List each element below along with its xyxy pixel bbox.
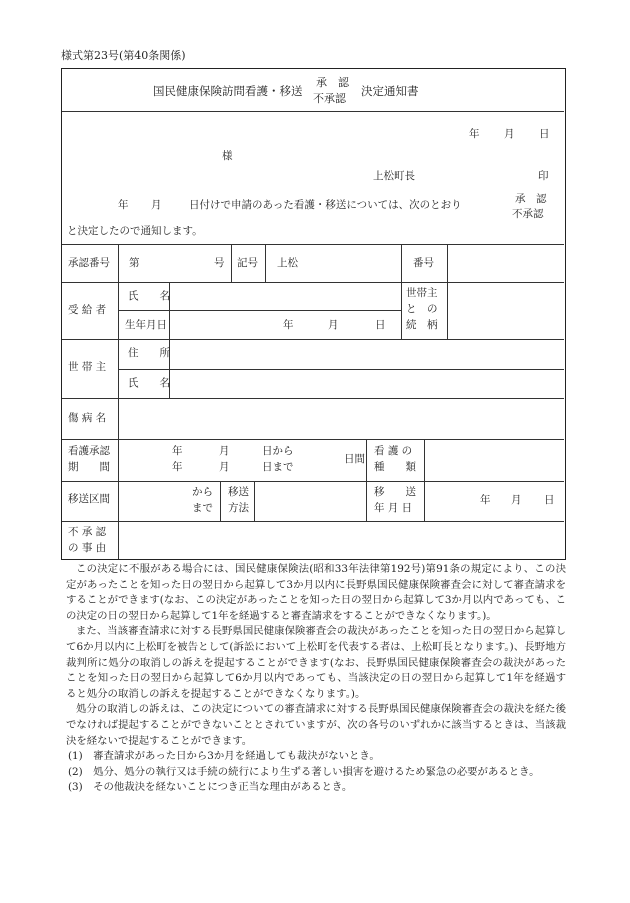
transport-method-label-line2: 方法 — [228, 502, 249, 514]
divider — [447, 244, 448, 282]
dob-year: 年 — [283, 319, 294, 331]
transport-section-label: 移送区間 — [68, 493, 110, 505]
header-approve-option: 承 認 — [515, 193, 547, 205]
title-approve-option: 承 認 — [316, 76, 349, 89]
divider — [62, 111, 564, 112]
recipient-dob-label: 生年月日 — [125, 319, 167, 331]
appeal-notice — [66, 562, 566, 796]
transport-date-day: 日 — [544, 494, 555, 506]
dob-day: 日 — [375, 319, 386, 331]
divider — [401, 282, 402, 339]
notification-text: と決定したので通知します。 — [67, 225, 203, 237]
householder-label: 世 帯 主 — [68, 361, 107, 373]
appeal-paragraph-3: 処分の取消しの訴えは、この決定についての審査請求に対する長野県国民健康保険審査会の裁決を経た後でなければ提起することができないこととされていますが、次の各号のいずれかに該当するときは、当該裁決を経ないで提起することができます。 — [66, 703, 566, 747]
disapproval-reason-label-line2: の 事 由 — [68, 542, 107, 554]
relation-label-line1: 世帯主 — [406, 287, 438, 299]
divider — [401, 244, 402, 282]
period-from-year: 年 — [172, 445, 183, 457]
application-year: 年 — [118, 199, 129, 211]
appeal-paragraph-1: この決定に不服がある場合には、国民健康保険法(昭和33年法律第192号)第91条の規定により、この決定があったことを知った日の翌日から起算して3か月以内に長野県国民健康保険審査会に対して審査請求をすることができます(なお、この決定があったことを知った日の翌日から起算して3か月以内であっても、この決定の日の翌日から起算して1年を経過すると審査請求をすることができなくなります。)。 — [66, 563, 566, 622]
issuer-name: 上松町長 — [373, 170, 415, 182]
appeal-exception-item: (1) 審査請求があった日から3か月を経過しても裁決がないとき。 — [68, 750, 380, 763]
period-days-label: 日間 — [344, 453, 365, 465]
transport-from-label: から — [192, 486, 213, 498]
transport-date-year: 年 — [480, 494, 491, 506]
addressee-suffix: 様 — [222, 150, 233, 162]
bango-label: 番号 — [413, 257, 434, 269]
period-to-day: 日まで — [262, 461, 294, 473]
divider — [366, 439, 367, 481]
transport-date-label-line1: 移 送 — [374, 486, 416, 498]
disapproval-reason-label-line1: 不 承 認 — [68, 526, 107, 538]
approval-number-label: 承認番号 — [68, 257, 110, 269]
divider — [220, 481, 221, 521]
period-to-month: 月 — [219, 461, 230, 473]
divider — [62, 282, 564, 283]
householder-name-label: 氏 名 — [128, 377, 170, 389]
notice-date-month: 月 — [504, 128, 515, 140]
recipient-name-label: 氏 名 — [128, 290, 170, 302]
divider — [62, 439, 564, 440]
divider — [118, 310, 401, 311]
period-from-month: 月 — [219, 445, 230, 457]
seal-mark: 印 — [538, 170, 549, 182]
divider — [254, 481, 255, 521]
form-number-label: 様式第23号(第40条関係) — [61, 49, 186, 62]
divider — [447, 282, 448, 339]
divider — [424, 481, 425, 521]
appeal-paragraph-2: また、当該審査請求に対する長野県国民健康保険審査会の裁決があったことを知った日の翌日から起算して6か月以内に上松町を被告として(訴訟において上松町を代表する者は、上松町長となります。)、長野地方裁判所に処分の取消しの訴えを提起することができます(なお、長野県国民健康保険審査会の裁決があったことを知った日の翌日から起算して6か月以内であっても、当該決定の日の翌日から起算して1年を経過すると処分の取消しの訴えを提起することができなくなります。)。 — [66, 625, 566, 700]
kigo-label: 記号 — [237, 257, 258, 269]
kigo-value: 上松 — [277, 257, 298, 269]
divider — [118, 369, 564, 370]
householder-address-label: 住 所 — [128, 347, 170, 359]
application-month: 月 — [151, 199, 162, 211]
divider — [366, 481, 367, 521]
recipient-label: 受 給 者 — [68, 304, 107, 316]
approval-number-dai: 第 — [129, 257, 140, 269]
approval-number-go: 号 — [214, 257, 225, 269]
title-disapprove-option: 不承認 — [313, 92, 346, 105]
notification-form — [61, 68, 566, 560]
disease-label: 傷 病 名 — [68, 412, 107, 424]
dob-month: 月 — [328, 319, 339, 331]
appeal-exception-item: (3) その他裁決を経ないことにつき正当な理由があるとき。 — [68, 781, 353, 794]
header-disapprove-option: 不承認 — [512, 208, 544, 220]
nursing-type-label-line1: 看 護 の — [374, 445, 413, 457]
period-to-year: 年 — [172, 461, 183, 473]
relation-label-line2: と の — [406, 303, 438, 315]
divider — [118, 244, 119, 439]
nursing-period-label-line1: 看護承認 — [68, 445, 110, 457]
nursing-period-label-line2: 期 間 — [68, 461, 110, 473]
divider — [424, 439, 425, 481]
divider — [62, 339, 564, 340]
divider — [62, 481, 564, 482]
divider — [231, 244, 232, 282]
divider — [118, 439, 119, 559]
notice-date-day: 日 — [539, 128, 550, 140]
transport-to-label: まで — [192, 502, 213, 514]
period-from-day: 日から — [262, 445, 294, 457]
divider — [62, 521, 564, 522]
appeal-exception-item: (2) 処分、処分の執行又は手続の続行により生ずる著しい損害を避けるため緊急の必要があるとき。 — [68, 765, 540, 778]
transport-date-month: 月 — [511, 494, 522, 506]
notice-date-year: 年 — [469, 128, 480, 140]
application-text: 日付けで申請のあった看護・移送については、次のとおり — [189, 199, 462, 211]
document-title-suffix: 決定通知書 — [361, 84, 419, 98]
transport-method-label-line1: 移送 — [228, 486, 249, 498]
divider — [62, 398, 564, 399]
relation-label-line3: 続 柄 — [406, 319, 438, 331]
document-title-main: 国民健康保険訪問看護・移送 — [153, 84, 303, 98]
divider — [62, 244, 564, 245]
transport-date-label-line2: 年 月 日 — [374, 502, 413, 514]
divider — [265, 244, 266, 282]
nursing-type-label-line2: 種 類 — [374, 461, 416, 473]
